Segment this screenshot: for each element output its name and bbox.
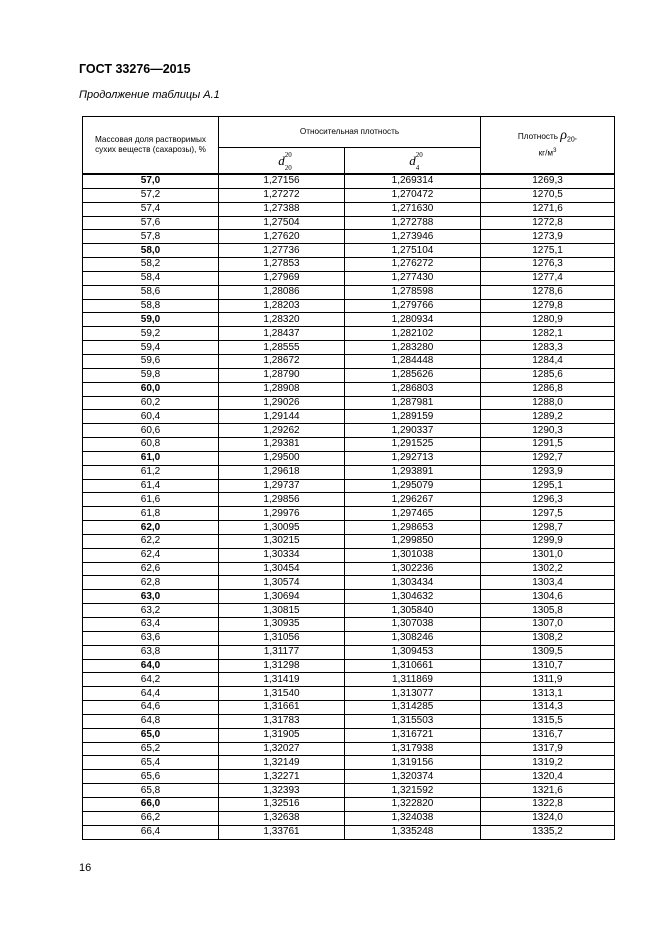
d20-cell: 1,27620: [219, 230, 345, 244]
table-row: [83, 382, 615, 396]
table-row: [83, 299, 615, 313]
d20-cell: 1,28437: [219, 327, 345, 341]
mass-fraction-cell: 63,0: [83, 590, 219, 604]
d4-symbol: d: [409, 152, 416, 168]
mass-fraction-cell: 60,0: [83, 382, 219, 396]
d20-cell: 1,28320: [219, 313, 345, 327]
density-cell: 1269,3: [481, 174, 615, 188]
table-row: [83, 313, 615, 327]
density-cell: 1305,8: [481, 604, 615, 618]
table-row: [83, 507, 615, 521]
page-number: 16: [79, 862, 92, 874]
mass-fraction-cell: 59,4: [83, 341, 219, 355]
d20-cell: 1,31905: [219, 728, 345, 742]
mass-fraction-cell: 59,2: [83, 327, 219, 341]
density-cell: 1285,6: [481, 368, 615, 382]
d20-cell: 1,29976: [219, 507, 345, 521]
table-row: [83, 396, 615, 410]
mass-fraction-cell: 59,0: [83, 313, 219, 327]
d4-cell: 1,298653: [345, 521, 481, 535]
density-cell: 1275,1: [481, 244, 615, 258]
density-cell: 1289,2: [481, 410, 615, 424]
d20-cell: 1,31177: [219, 645, 345, 659]
density-cell: 1301,0: [481, 548, 615, 562]
d20-cell: 1,30574: [219, 576, 345, 590]
d4-cell: 1,315503: [345, 714, 481, 728]
density-cell: 1282,1: [481, 327, 615, 341]
d4-cell: 1,302236: [345, 562, 481, 576]
d20-cell: 1,32516: [219, 797, 345, 811]
d4-cell: 1,322820: [345, 797, 481, 811]
table-row: [83, 604, 615, 618]
table-row: [83, 354, 615, 368]
density-cell: 1310,7: [481, 659, 615, 673]
density-cell: 1283,3: [481, 341, 615, 355]
mass-fraction-cell: 57,6: [83, 216, 219, 230]
header-density: Плотность $\rho_{20}$, $кг/м^3$: [481, 117, 615, 175]
density-subscript: 20: [567, 136, 575, 144]
mass-fraction-cell: 60,4: [83, 410, 219, 424]
d4-cell: 1,283280: [345, 341, 481, 355]
table-row: [83, 244, 615, 258]
table-row: [83, 327, 615, 341]
density-cell: 1315,5: [481, 714, 615, 728]
table-row: [83, 285, 615, 299]
d20-cell: 1,32638: [219, 811, 345, 825]
mass-fraction-cell: 58,2: [83, 258, 219, 272]
d20-cell: 1,27272: [219, 188, 345, 202]
d4-cell: 1,290337: [345, 424, 481, 438]
density-cell: 1317,9: [481, 742, 615, 756]
d4-cell: 1,272788: [345, 216, 481, 230]
d4-cell: 1,301038: [345, 548, 481, 562]
density-cell: 1273,9: [481, 230, 615, 244]
density-unit: кг/м: [538, 148, 554, 158]
d20-cell: 1,31540: [219, 687, 345, 701]
density-cell: 1271,6: [481, 202, 615, 216]
d4-cell: 1,291525: [345, 438, 481, 452]
d4-cell: 1,314285: [345, 701, 481, 715]
density-cell: 1309,5: [481, 645, 615, 659]
table-row: [83, 465, 615, 479]
d20-cell: 1,29262: [219, 424, 345, 438]
mass-fraction-cell: 62,6: [83, 562, 219, 576]
d20-cell: 1,29381: [219, 438, 345, 452]
d4-cell: 1,311869: [345, 673, 481, 687]
mass-fraction-cell: 58,4: [83, 271, 219, 285]
table-row: [83, 714, 615, 728]
density-cell: 1313,1: [481, 687, 615, 701]
d20-cell: 1,29144: [219, 410, 345, 424]
mass-fraction-cell: 57,4: [83, 202, 219, 216]
d20-cell: 1,28203: [219, 299, 345, 313]
table-row: [83, 534, 615, 548]
d20-cell: 1,32271: [219, 770, 345, 784]
d20-cell: 1,28555: [219, 341, 345, 355]
d20-cell: 1,30935: [219, 618, 345, 632]
density-cell: 1288,0: [481, 396, 615, 410]
table-row: [83, 479, 615, 493]
d4-cell: 1,273946: [345, 230, 481, 244]
mass-fraction-cell: 65,4: [83, 756, 219, 770]
density-cell: 1280,9: [481, 313, 615, 327]
mass-fraction-cell: 61,8: [83, 507, 219, 521]
table-row: [83, 216, 615, 230]
table-row: [83, 673, 615, 687]
d4-cell: 1,279766: [345, 299, 481, 313]
d20-cell: 1,28790: [219, 368, 345, 382]
density-cell: 1302,2: [481, 562, 615, 576]
table-row: [83, 784, 615, 798]
d4-cell: 1,276272: [345, 258, 481, 272]
d4-cell: 1,277430: [345, 271, 481, 285]
table-row: [83, 271, 615, 285]
mass-fraction-cell: 59,8: [83, 368, 219, 382]
density-cell: 1279,8: [481, 299, 615, 313]
d4-cell: 1,316721: [345, 728, 481, 742]
mass-fraction-cell: 66,4: [83, 825, 219, 839]
mass-fraction-cell: 63,8: [83, 645, 219, 659]
table-row: [83, 493, 615, 507]
table-row: [83, 756, 615, 770]
density-cell: 1286,8: [481, 382, 615, 396]
density-cell: 1295,1: [481, 479, 615, 493]
d20-cell: 1,27156: [219, 174, 345, 188]
table-row: [83, 438, 615, 452]
table-row: [83, 728, 615, 742]
d20-cell: 1,31783: [219, 714, 345, 728]
table-row: [83, 742, 615, 756]
d20-cell: 1,30334: [219, 548, 345, 562]
density-cell: 1322,8: [481, 797, 615, 811]
d4-cell: 1,269314: [345, 174, 481, 188]
table-row: [83, 230, 615, 244]
mass-fraction-cell: 62,0: [83, 521, 219, 535]
mass-fraction-cell: 65,8: [83, 784, 219, 798]
d20-cell: 1,30095: [219, 521, 345, 535]
mass-fraction-cell: 62,2: [83, 534, 219, 548]
d20-cell: 1,30454: [219, 562, 345, 576]
header-mass-fraction: Массовая доля растворимых сухих веществ (сахарозы), %: [83, 117, 219, 175]
density-cell: 1297,5: [481, 507, 615, 521]
d4-cell: 1,313077: [345, 687, 481, 701]
d4-cell: 1,317938: [345, 742, 481, 756]
density-cell: 1308,2: [481, 631, 615, 645]
density-cell: 1304,6: [481, 590, 615, 604]
d20-cell: 1,33761: [219, 825, 345, 839]
mass-fraction-cell: 62,4: [83, 548, 219, 562]
table-row: [83, 645, 615, 659]
table-row: [83, 410, 615, 424]
mass-fraction-cell: 60,6: [83, 424, 219, 438]
density-cell: 1303,4: [481, 576, 615, 590]
mass-fraction-cell: 65,2: [83, 742, 219, 756]
density-symbol: ρ: [560, 128, 567, 144]
table-row: [83, 548, 615, 562]
table-continuation-caption: Продолжение таблицы А.1: [79, 89, 220, 101]
d20-cell: 1,31298: [219, 659, 345, 673]
table-row: [83, 451, 615, 465]
table-row: [83, 368, 615, 382]
table-row: [83, 631, 615, 645]
mass-fraction-cell: 63,4: [83, 618, 219, 632]
d20-cell: 1,27388: [219, 202, 345, 216]
d4-cell: 1,284448: [345, 354, 481, 368]
density-cell: 1319,2: [481, 756, 615, 770]
d20-symbol: d: [278, 152, 285, 168]
d4-cell: 1,278598: [345, 285, 481, 299]
d4-cell: 1,303434: [345, 576, 481, 590]
d20-cell: 1,31056: [219, 631, 345, 645]
density-cell: 1284,4: [481, 354, 615, 368]
mass-fraction-cell: 63,6: [83, 631, 219, 645]
mass-fraction-cell: 58,6: [83, 285, 219, 299]
mass-fraction-cell: 61,2: [83, 465, 219, 479]
density-cell: 1291,5: [481, 438, 615, 452]
table-row: [83, 825, 615, 839]
mass-fraction-cell: 63,2: [83, 604, 219, 618]
d4-cell: 1,280934: [345, 313, 481, 327]
d20-cell: 1,28086: [219, 285, 345, 299]
d20-cell: 1,27504: [219, 216, 345, 230]
d20-cell: 1,32393: [219, 784, 345, 798]
density-cell: 1321,6: [481, 784, 615, 798]
d4-cell: 1,289159: [345, 410, 481, 424]
mass-fraction-cell: 64,2: [83, 673, 219, 687]
d4-cell: 1,296267: [345, 493, 481, 507]
d4-cell: 1,305840: [345, 604, 481, 618]
d4-cell: 1,320374: [345, 770, 481, 784]
density-cell: 1290,3: [481, 424, 615, 438]
header-d20-20: [219, 148, 345, 175]
d20-cell: 1,31661: [219, 701, 345, 715]
density-cell: 1307,0: [481, 618, 615, 632]
mass-fraction-cell: 61,6: [83, 493, 219, 507]
mass-fraction-cell: 64,8: [83, 714, 219, 728]
density-cell: 1316,7: [481, 728, 615, 742]
d20-subscript: 20: [284, 163, 292, 172]
d4-cell: 1,309453: [345, 645, 481, 659]
table-row: [83, 174, 615, 188]
mass-fraction-cell: 65,6: [83, 770, 219, 784]
mass-fraction-cell: 57,2: [83, 188, 219, 202]
density-label: Плотность: [517, 132, 558, 142]
d4-cell: 1,282102: [345, 327, 481, 341]
density-cell: 1324,0: [481, 811, 615, 825]
document-id: ГОСТ 33276—2015: [79, 62, 191, 76]
table-row: [83, 811, 615, 825]
d4-superscript: 20: [415, 150, 423, 159]
table-row: [83, 590, 615, 604]
density-cell: 1311,9: [481, 673, 615, 687]
table-row: [83, 424, 615, 438]
density-cell: 1278,6: [481, 285, 615, 299]
d20-cell: 1,29856: [219, 493, 345, 507]
mass-fraction-cell: 57,8: [83, 230, 219, 244]
d20-cell: 1,27969: [219, 271, 345, 285]
d4-cell: 1,286803: [345, 382, 481, 396]
mass-fraction-cell: 64,4: [83, 687, 219, 701]
d20-cell: 1,32149: [219, 756, 345, 770]
d20-cell: 1,31419: [219, 673, 345, 687]
density-cell: 1293,9: [481, 465, 615, 479]
density-cell: 1277,4: [481, 271, 615, 285]
d4-cell: 1,304632: [345, 590, 481, 604]
density-unit-exponent: 3: [553, 147, 557, 154]
table-row: [83, 770, 615, 784]
table-body: [83, 174, 615, 839]
density-cell: 1296,3: [481, 493, 615, 507]
table-row: [83, 659, 615, 673]
d20-cell: 1,30215: [219, 534, 345, 548]
density-cell: 1276,3: [481, 258, 615, 272]
d20-cell: 1,30815: [219, 604, 345, 618]
table-row: [83, 576, 615, 590]
density-cell: 1270,5: [481, 188, 615, 202]
d4-cell: 1,308246: [345, 631, 481, 645]
mass-fraction-cell: 64,0: [83, 659, 219, 673]
table-row: [83, 188, 615, 202]
d20-cell: 1,30694: [219, 590, 345, 604]
d20-cell: 1,29026: [219, 396, 345, 410]
d4-cell: 1,287981: [345, 396, 481, 410]
d4-cell: 1,299850: [345, 534, 481, 548]
d20-cell: 1,29737: [219, 479, 345, 493]
mass-fraction-cell: 62,8: [83, 576, 219, 590]
d4-cell: 1,293891: [345, 465, 481, 479]
mass-fraction-cell: 61,0: [83, 451, 219, 465]
d4-cell: 1,324038: [345, 811, 481, 825]
table-row: [83, 258, 615, 272]
d4-subscript: 4: [415, 163, 420, 172]
mass-fraction-cell: 66,0: [83, 797, 219, 811]
mass-fraction-cell: 60,8: [83, 438, 219, 452]
d20-cell: 1,29618: [219, 465, 345, 479]
d20-cell: 1,28908: [219, 382, 345, 396]
d4-cell: 1,335248: [345, 825, 481, 839]
table-row: [83, 521, 615, 535]
mass-fraction-cell: 64,6: [83, 701, 219, 715]
mass-fraction-cell: 65,0: [83, 728, 219, 742]
d20-cell: 1,29500: [219, 451, 345, 465]
mass-fraction-cell: 59,6: [83, 354, 219, 368]
density-cell: 1272,8: [481, 216, 615, 230]
mass-fraction-cell: 60,2: [83, 396, 219, 410]
d4-cell: 1,321592: [345, 784, 481, 798]
table-row: [83, 562, 615, 576]
d4-cell: 1,270472: [345, 188, 481, 202]
density-cell: 1298,7: [481, 521, 615, 535]
mass-fraction-cell: 57,0: [83, 174, 219, 188]
d4-cell: 1,292713: [345, 451, 481, 465]
d20-superscript: 20: [284, 150, 292, 159]
mass-fraction-cell: 61,4: [83, 479, 219, 493]
table-row: [83, 687, 615, 701]
table-row: [83, 618, 615, 632]
mass-fraction-cell: 66,2: [83, 811, 219, 825]
density-cell: 1292,7: [481, 451, 615, 465]
d4-cell: 1,307038: [345, 618, 481, 632]
d20-cell: 1,27736: [219, 244, 345, 258]
d4-cell: 1,319156: [345, 756, 481, 770]
d4-cell: 1,310661: [345, 659, 481, 673]
d4-cell: 1,297465: [345, 507, 481, 521]
d4-cell: 1,285626: [345, 368, 481, 382]
d20-cell: 1,28672: [219, 354, 345, 368]
mass-fraction-cell: 58,8: [83, 299, 219, 313]
d4-cell: 1,275104: [345, 244, 481, 258]
density-table: [82, 116, 615, 840]
table-row: [83, 202, 615, 216]
mass-fraction-cell: 58,0: [83, 244, 219, 258]
density-cell: 1299,9: [481, 534, 615, 548]
d20-cell: 1,27853: [219, 258, 345, 272]
d4-cell: 1,295079: [345, 479, 481, 493]
table-row: [83, 797, 615, 811]
table-row: [83, 341, 615, 355]
header-d4-20: [345, 148, 481, 175]
density-cell: 1314,3: [481, 701, 615, 715]
d4-cell: 1,271630: [345, 202, 481, 216]
d20-cell: 1,32027: [219, 742, 345, 756]
density-cell: 1320,4: [481, 770, 615, 784]
table-row: [83, 701, 615, 715]
density-cell: 1335,2: [481, 825, 615, 839]
header-relative-density: Относительная плотность: [219, 117, 481, 148]
